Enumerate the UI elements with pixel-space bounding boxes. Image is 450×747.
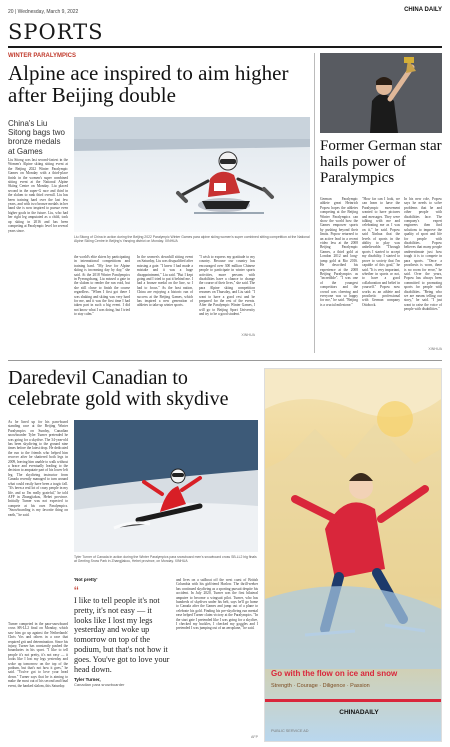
story1-byline: XINHUA xyxy=(241,333,255,337)
story1-body-col1: Liu Sitong was last second-fastest in the Women's Alpine skiing sitting event at the Beijing 2022 Winter Paralympic Games on Monday with a third-place finish in the women's super combined sitting event at the National Alpine Skiing Centre on Monday. Liu placed second in the super-G race and third in the slalom to rank third overall. Liu has been training hard over the last few years, and with two bronze medals in her hand she is now inspired to pursue even higher goals in the future. Liu, who had her right leg amputated as a child, took up skiing in 2016 and has been competing at Paralympic level for several years since. xyxy=(8,158,68,233)
story1-body-col3: In the women's downhill sitting event on Saturday, Liu was disqualified after missing a gate. "I knew I had made a mistake and it was a huge disappointment," Liu said. "But I kept going and I tried to put it behind me. I had a bronze medal on the line, so I had to focus." As the host nation, China are enjoying a historic run of success at the Beijing Games, which has inspired a new generation of athletes to take up winter sports. xyxy=(137,255,193,308)
story3-body-col3: and lives on a sailboat off the west coast of British Columbia with his girlfriend Harlow. The thrill-seeker has continued skydiving as a sporting pursuit despite his accident. In July 2020, Turner was the first bilateral amputee to become a wingsuit pilot. Turner, who has hundreds of skydives under his belt, says he'll go home to Canada after the Games and jump out of a plane to celebrate his gold. Finding his pre-skydiving run mental ease helped Turner claim victory at the Paralympics. "In the start gate I pretended like I was going for a skydive, I checked my buckles, I checked my goggles and I pretended I was jumping out of an aeroplane," he said. xyxy=(176,578,258,631)
story1-headline: Alpine ace inspired to aim higher after Beijing double xyxy=(8,61,289,108)
section-rule xyxy=(8,46,442,48)
story3-body-col2: Turner competed in the para-snowboard cross SB-LL2 final on Monday, which saw him go up against the Netherlands' Chris Vos and others in a race that required grit and determination. Since his injury, Turner has constantly pushed the boundaries in his sport. "I like to tell people it's not pretty, it's not easy — it looks like I lost my legs yesterday and woke up tomorrow on the top of the podium, but that's not how it goes," he said. "You've got to love your head down." Turner says that he is aiming to make the most out of his second and final event, the banked slalom, this Saturday. xyxy=(8,622,68,688)
section-title: SPORTS xyxy=(8,20,104,44)
section-header xyxy=(8,20,442,48)
page-date: 20 | Wednesday, March 9, 2022 xyxy=(8,9,79,15)
story3-headline: Daredevil Canadian to celebrate gold with skydive xyxy=(8,367,229,410)
story1-photo xyxy=(74,117,310,232)
column-divider xyxy=(314,53,315,353)
story3-body-col1: As he lined up for his para-board standing race at the Beijing Winter Paralympics on Sunday, Canadian snowboarder Tyler Turner pretended he was going for a skydive. The 34-year-old has been skydiving to the ground nine times before the latest drop. He dedicated the run to the friends who helped him recover after he shattered both legs in 2009, leaving him unable to walk without a brace and eventually leading to the decision to amputate part of his lower left leg. The skydiving instructor from Canada recently managed to turn around what could easily have been a tragic fall. "It's been a real lot of crazy people in my life, and so I'm really grateful," he told AFP in Zhangjiakou, Hebei province. Initially Turner was not expected to compete at his own Paralympics. "Snowboarding is my favorite thing on earth," he said. xyxy=(8,420,68,517)
story2-byline: XINHUA xyxy=(428,347,442,351)
story1-body-col2: the world's elite skiers by participating in international competitions and training hard. "My love for Alpine skiing is increasing day by day," she said. At the 2018 Winter Paralympics in Pyeongchang, Liu missed a gate in the slalom to render the run void, but she still chose to finish the course regardless. "When I first got there I was shaking and skiing was very hard for me, and it was the first time I had taken part in such a big event. I did not know what I was doing, but I tried to stay calm." xyxy=(74,255,130,317)
athlete-portrait-image xyxy=(320,53,442,133)
quote-text: I like to tell people it's not pretty, it's not easy — it looks like I lost my legs yesterday and woke up tomorrow on top of the podium, but that's not how it goes. You've got to love your head down. xyxy=(74,596,170,674)
public-service-ad xyxy=(264,368,442,742)
ad-illustration xyxy=(265,369,441,669)
story1-kicker: WINTER PARALYMPICS xyxy=(8,53,77,59)
pull-quote xyxy=(74,583,170,688)
ad-values: Strength · Courage · Diligence · Passion xyxy=(271,683,370,689)
quote-role: Canadian para snowboarder xyxy=(74,682,125,688)
ad-brand: CHINADAILY xyxy=(339,709,379,716)
story3-photo xyxy=(74,420,258,552)
story3-byline: AFP xyxy=(251,735,258,739)
story3-subhead: 'Not pretty' xyxy=(74,578,98,582)
story2-body-col3: In his new role, Popow says he needs to solve problems that he and other people with disabilities face. The company's expert engineers then find solutions to improve the quality of sport and life for people with disabilities. Popow believes that many people underestimate just how tough it is to compete in para sports. "Once a prosthesis is worn, there is no room for error," he said. Over the years, Popow has always been committed to promoting sports for people with disabilities. "Being who we are means telling our story," he said. "I just want to raise the voice of people with disabilities." xyxy=(404,197,442,312)
story2-body-col2: "How far can I look, we can learn to have the Paralympic movement wanted to have pictures and messages. They were talking with me and celebrating me as I was on it," he said. Popow said Xinhua that the levels of sports in the ability to play was unbelievable. "Through sports I started to accept my disability. I started to prove to society that I'm capable of this goal," he said. "It is very important, whether in sports or not, to have a good collaboration and belief in yourself." Popow now works as an athlete and prosthetic professional with German company Ottobock. xyxy=(362,197,400,307)
masthead-brand: CHINA DAILY xyxy=(404,7,442,13)
story1-body-col4: "I wish to express my gratitude to my country. Because our country has encouraged over 300 million Chinese people to participate in winter sports activities, more persons with disabilities have a chance to change the course of their lives," she said. The para Alpine skiing competition resumes on Thursday, and Liu said: "I want to have a good rest and be prepared for the rest of the events. After the Paralympic Winter Games, I will go to Beijing Sport University and try to be a good student." xyxy=(199,255,255,317)
story2-body-col1: German Paralympic athlete great Heinrich Popow hopes the athletes competing at the Beijing Winter Paralympics can show the world how the Games empower sports by pushing beyond their limits. Popow returned to an active lead in a recent video less at the 2008 Beijing Paralympic Games, a third gold at London 2012 and long-jump gold at Rio 2016. He described his experience at the 2008 Beijing Paralympics as "incredible". "I was one of the youngest competitors and the crowd was cheering and everyone was so happy for me," he said. "Beijing is a crucial milestone." xyxy=(320,197,358,307)
page-masthead xyxy=(8,6,442,18)
quote-attribution: Tyler Turner, xyxy=(74,677,101,683)
quote-mark-icon: “ xyxy=(74,583,79,599)
story1-caption: Liu Sitong of China in action during the Beijing 2022 Paralympic Winter Games para alpine skiing women's super combined sitting competition at the National Alpine Skiing Centre in Beijing's Yanqing district on Monday. XINHUA xyxy=(74,235,310,244)
ad-slogan: Go with the flow on ice and snow xyxy=(271,669,398,678)
sit-skier-image xyxy=(74,117,310,232)
story1-deck: China's Liu Sitong bags two bronze medals at Games xyxy=(8,119,65,156)
story2-photo xyxy=(320,53,442,133)
ad-strip xyxy=(265,699,441,702)
snowboarder-image xyxy=(74,420,258,552)
story2-headline: Former German star hails power of Paralympics xyxy=(320,138,442,186)
horizontal-divider xyxy=(8,360,442,361)
ad-footer: PUBLIC SERVICE AD xyxy=(271,729,309,733)
story3-caption: Tyler Turner of Canada in action during the Winter Paralympics para snowboard men's snowboard cross SB-LL2 big finals at Genting Snow Park in Zhangjiakou, Hebei province, on Monday. XINHUA xyxy=(74,555,257,564)
